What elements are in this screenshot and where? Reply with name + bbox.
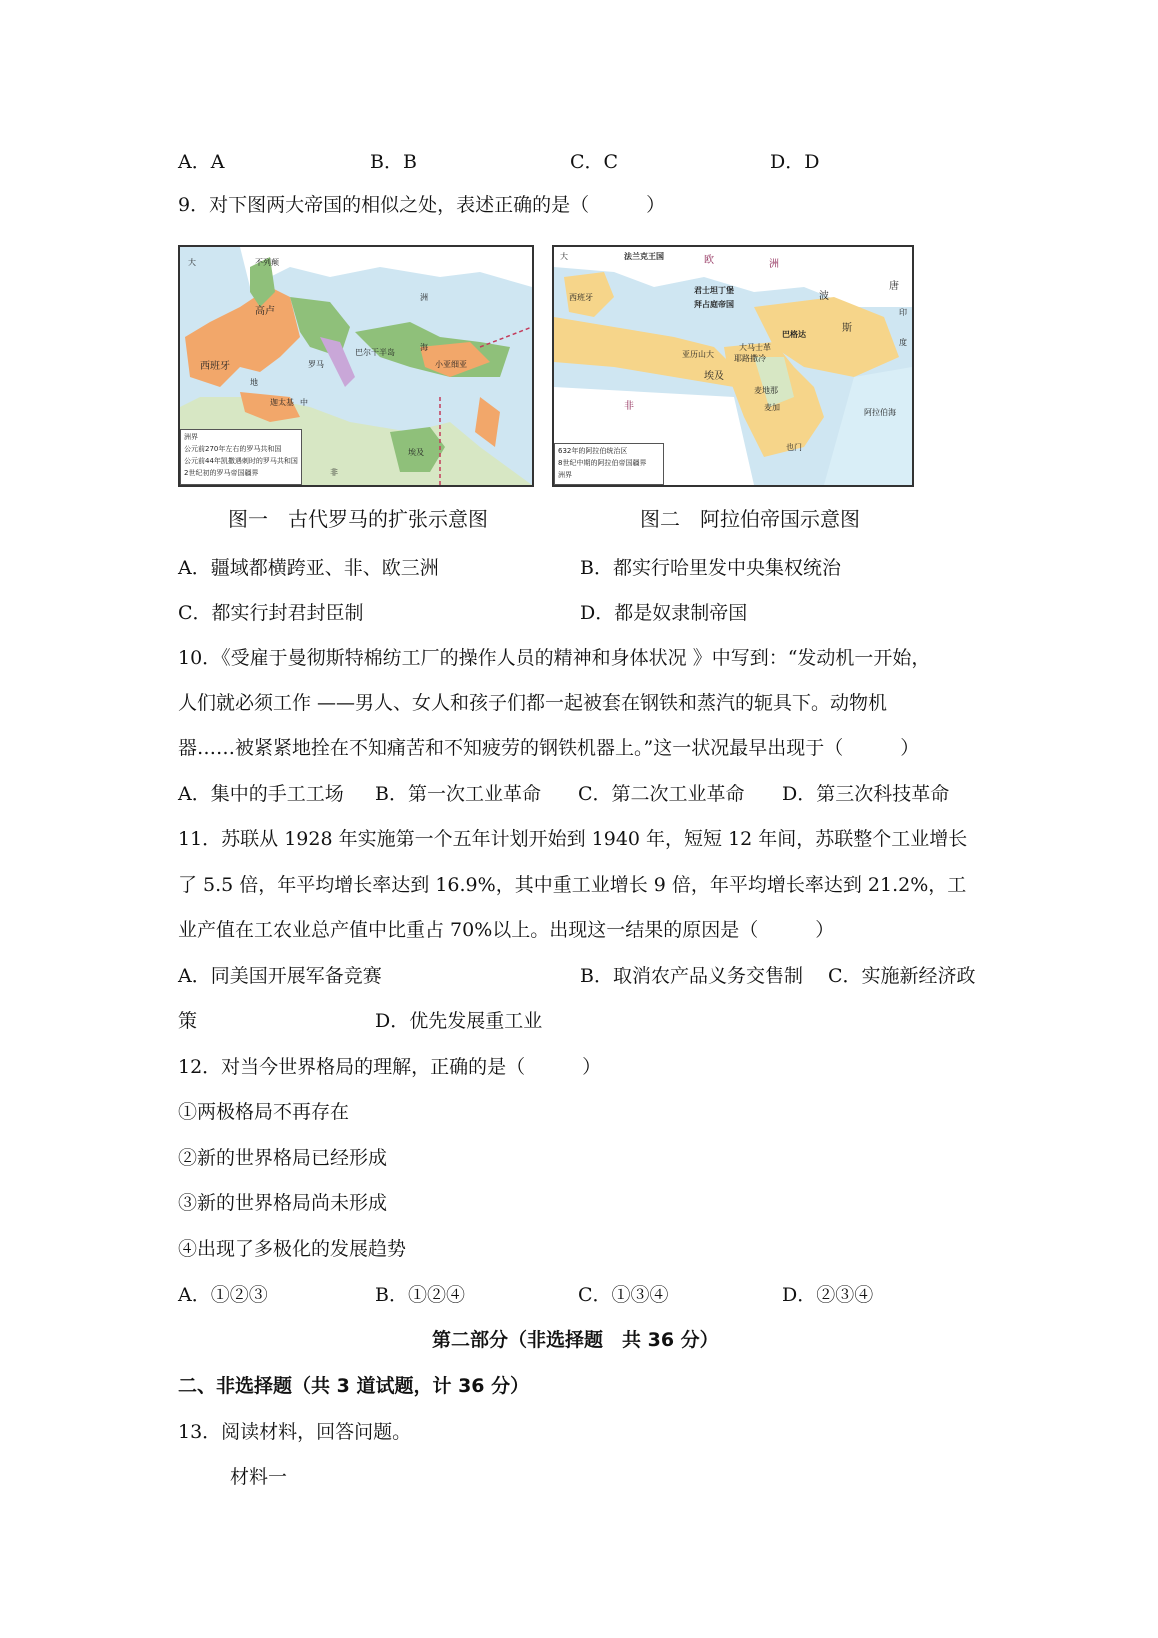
q9-stem: 9．对下图两大帝国的相似之处，表述正确的是（ ）	[178, 194, 666, 216]
q12-option-c: C．①③④	[578, 1284, 669, 1306]
q11-stem-line-3: 业产值在工农业总产值中比重占 70%以上。出现这一结果的原因是（ ）	[178, 919, 835, 941]
fig1-label: 西班牙	[200, 361, 230, 372]
fig2-label: 埃及	[704, 371, 724, 382]
q10-option-d: D．第三次科技革命	[782, 783, 950, 805]
figure-1-caption: 图一 古代罗马的扩张示意图	[228, 507, 488, 531]
fig2-label: 巴格达	[782, 330, 806, 339]
q11-stem-line-2: 了 5.5 倍，年平均增长率达到 16.9%，其中重工业增长 9 倍，年平均增长率达到 21.2%，工	[178, 874, 967, 896]
fig2-label: 麦加	[764, 403, 780, 412]
q11-option-b: B．取消农产品义务交售制	[580, 965, 803, 987]
fig1-label: 洲	[420, 293, 428, 302]
fig1-label: 巴尔干半岛	[355, 348, 395, 357]
fig2-label: 度	[899, 338, 907, 347]
fig1-label: 非	[330, 468, 338, 477]
q12-option-d: D．②③④	[782, 1284, 874, 1306]
fig1-label: 不列颠	[255, 258, 279, 267]
fig2-legend-item: 8世纪中期的阿拉伯帝国疆界	[558, 459, 647, 467]
fig1-legend-item: 洲界	[184, 433, 198, 441]
q9-option-d: D．都是奴隶制帝国	[580, 602, 748, 624]
fig2-label: 大马士革	[739, 343, 771, 352]
fig2-label: 波	[819, 291, 829, 302]
q10-option-c: C．第二次工业革命	[578, 783, 745, 805]
q10-option-b: B．第一次工业革命	[375, 783, 541, 805]
q12-statement-4: ④出现了多极化的发展趋势	[178, 1238, 407, 1260]
fig1-label: 罗马	[308, 360, 324, 369]
q9-option-b: B．都实行哈里发中央集权统治	[580, 557, 841, 579]
fig2-label: 洲	[769, 259, 779, 270]
fig2-label: 君士坦丁堡	[694, 286, 734, 295]
q10-stem-line-3: 器……被紧紧地拴在不知痛苦和不知疲劳的钢铁机器上。”这一状况最早出现于（ ）	[178, 737, 920, 759]
q10-stem-line-1: 10．《受雇于曼彻斯特棉纺工厂的操作人员的精神和身体状况 》中写到：“发动机一开始，	[178, 647, 931, 669]
q13-stem: 13．阅读材料，回答问题。	[178, 1421, 412, 1443]
fig2-label: 法兰克王国	[624, 252, 664, 261]
fig2-legend-item: 632年的阿拉伯统治区	[558, 447, 628, 455]
fig2-label: 麦地那	[754, 386, 778, 395]
fig1-legend-item: 公元前44年凯撒遇刺时的罗马共和国	[184, 457, 298, 465]
fig1-label: 迦太基	[270, 398, 294, 407]
q8-option-c: C．C	[570, 151, 619, 173]
q12-statement-1: ①两极格局不再存在	[178, 1101, 350, 1123]
q12-option-b: B．①②④	[375, 1284, 465, 1306]
fig1-label: 大	[188, 258, 196, 267]
fig1-label: 中	[300, 398, 308, 407]
fig2-label: 唐	[889, 281, 899, 292]
q11-option-d: D．优先发展重工业	[375, 1010, 543, 1032]
fig2-legend-item: 洲界	[558, 471, 572, 479]
q8-option-a: A．A	[178, 151, 225, 173]
part-2-title: 第二部分（非选择题 共 36 分）	[432, 1329, 719, 1351]
fig2-label: 大	[560, 252, 568, 261]
fig2-label: 耶路撒冷	[734, 354, 766, 363]
q9-option-a: A．疆域都横跨亚、非、欧三洲	[178, 557, 439, 579]
q11-option-c: C．实施新经济政	[828, 965, 976, 987]
figure-2-caption: 图二 阿拉伯帝国示意图	[640, 507, 860, 531]
q12-statement-3: ③新的世界格局尚未形成	[178, 1192, 388, 1214]
fig2-legend	[554, 443, 664, 485]
fig1-legend-item: 公元前270年左右的罗马共和国	[184, 445, 282, 453]
q10-stem-line-2: 人们就必须工作 ——男人、女人和孩子们都一起被套在钢铁和蒸汽的轭具下。动物机	[178, 692, 888, 714]
fig1-label: 高卢	[255, 306, 275, 317]
fig2-label: 西班牙	[569, 293, 593, 302]
q11-option-a: A．同美国开展军备竞赛	[178, 965, 382, 987]
fig1-label: 埃及	[408, 448, 424, 457]
fig2-label: 印	[899, 308, 907, 317]
fig1-label: 地	[250, 378, 258, 387]
fig1-label: 小亚细亚	[435, 360, 467, 369]
q11-option-c-cont: 策	[178, 1010, 198, 1032]
q9-option-c: C．都实行封君封臣制	[178, 602, 364, 624]
fig2-label: 拜占庭帝国	[694, 300, 734, 309]
figure-1-roman-map	[178, 245, 534, 487]
fig1-legend	[180, 429, 302, 485]
q8-option-d: D．D	[770, 151, 820, 173]
q12-option-a: A．①②③	[178, 1284, 268, 1306]
fig2-label: 也门	[786, 443, 802, 452]
q12-statement-2: ②新的世界格局已经形成	[178, 1147, 388, 1169]
fig1-legend-item: 2世纪初的罗马帝国疆界	[184, 469, 259, 477]
fig2-label: 阿拉伯海	[864, 408, 896, 417]
section-heading: 二、非选择题（共 3 道试题，计 36 分）	[178, 1375, 530, 1397]
fig2-label: 斯	[842, 323, 852, 334]
q10-option-a: A．集中的手工工场	[178, 783, 344, 805]
q11-stem-line-1: 11．苏联从 1928 年实施第一个五年计划开始到 1940 年，短短 12 年间，苏联整个工业增长	[178, 828, 968, 850]
figure-2-arab-map	[552, 245, 914, 487]
fig2-label: 非	[624, 401, 634, 412]
fig2-label: 亚历山大	[682, 350, 714, 359]
q8-option-b: B．B	[370, 151, 417, 173]
material-1-label: 材料一	[230, 1466, 288, 1488]
fig2-label: 欧	[704, 255, 714, 266]
q12-stem: 12．对当今世界格局的理解，正确的是（ ）	[178, 1056, 602, 1078]
fig1-label: 海	[420, 343, 428, 352]
